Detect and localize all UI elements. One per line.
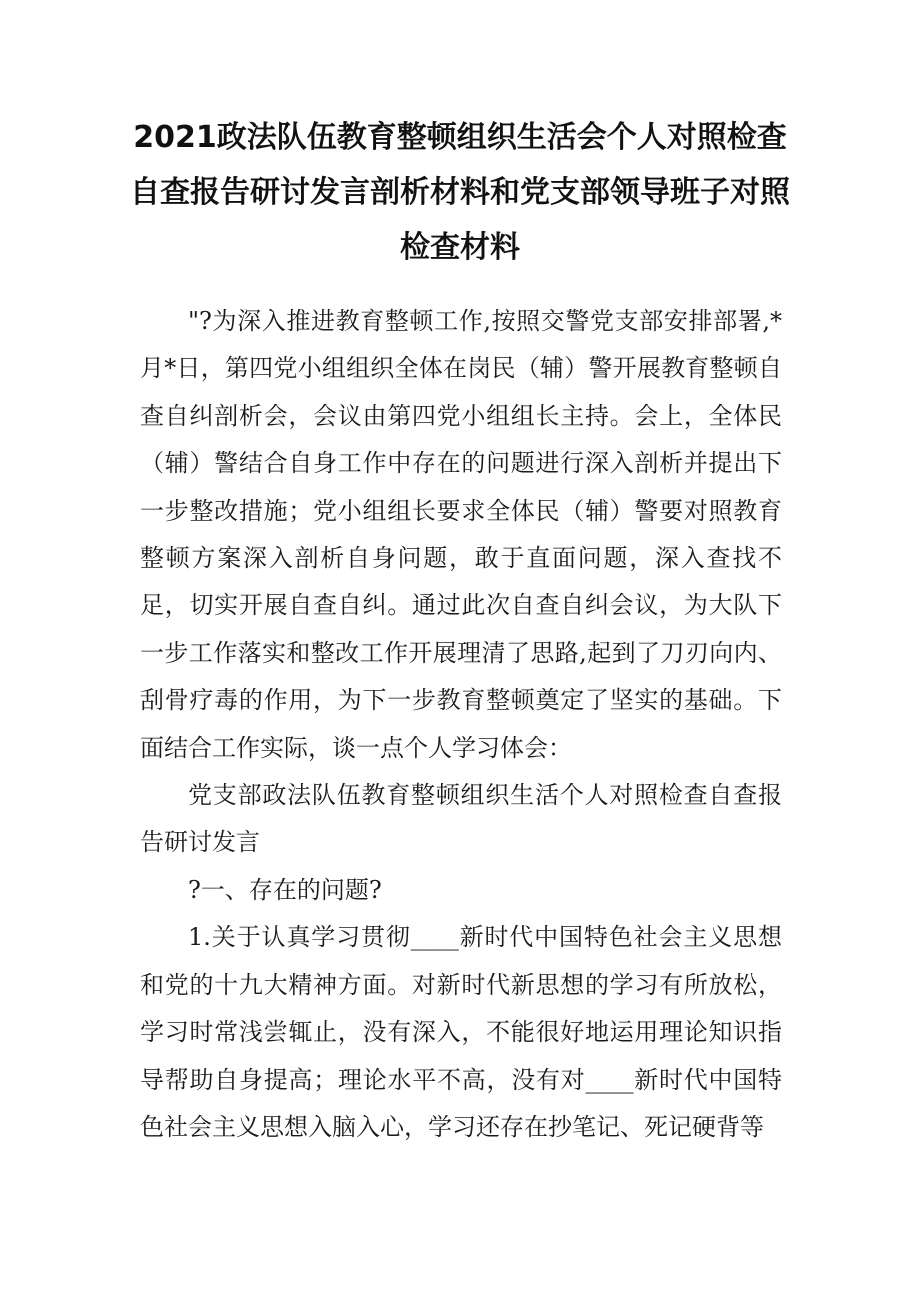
- document-body: [140, 298, 782, 1151]
- section-heading: ?一、存在的问题?: [188, 875, 382, 904]
- document-title: 2021政法队伍教育整顿组织生活会个人对照检查自查报告研讨发言剖析材料和党支部领导班子对照检查材料: [130, 120, 790, 265]
- body-paragraph: 1.关于认真学习贯彻____新时代中国特色社会主义思想和党的十九大精神方面。对新时代新思想的学习有所放松，学习时常浅尝辄止，没有深入，不能很好地运用理论知识指导帮助自身提高；理论水平不高，没有对____新时代中国特色社会主义思想入脑入心，学习还存在抄笔记、死记硬背等: [140, 923, 782, 1141]
- body-paragraph: "?为深入推进教育整顿工作,按照交警党支部安排部署,*月*日，第四党小组组织全体在岗民（辅）警开展教育整顿自查自纠剖析会，会议由第四党小组组长主持。会上，全体民（辅）警结合自身工作中存在的问题进行深入剖析并提出下一步整改措施；党小组组长要求全体民（辅）警要对照教育整顿方案深入剖析自身问题，敢于直面问题，深入查找不足，切实开展自查自纠。通过此次自查自纠会议，为大队下一步工作落实和整改工作开展理清了思路,起到了刀刃向内、刮骨疗毒的作用，为下一步教育整顿奠定了坚实的基础。下面结合工作实际，谈一点个人学习体会：: [140, 307, 782, 762]
- body-paragraph: 党支部政法队伍教育整顿组织生活个人对照检查自查报告研讨发言: [140, 781, 782, 857]
